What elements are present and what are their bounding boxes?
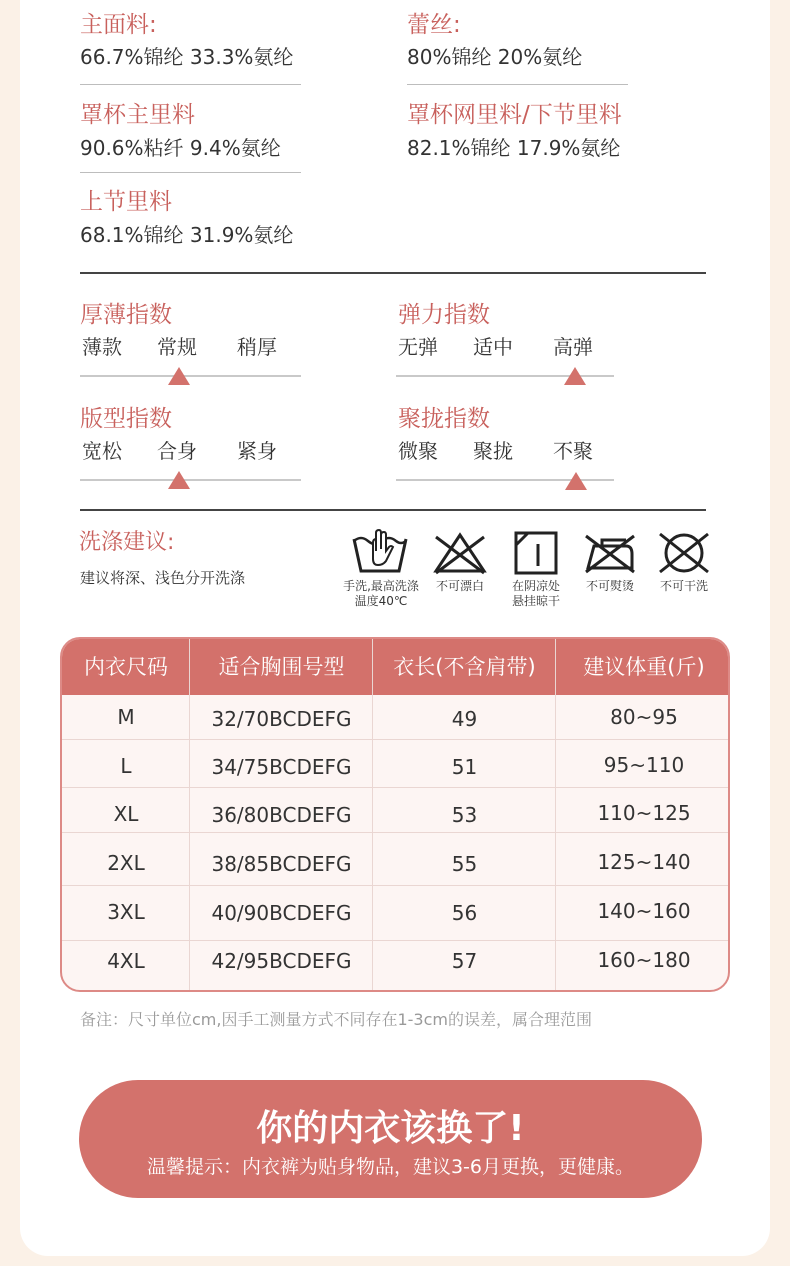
bust-cell: 34/75BCDEFG [211,755,352,779]
weight-cell: 160~180 [597,948,691,972]
length-cell: 49 [451,707,478,731]
size-cell: M [117,705,135,729]
banner-subtitle: 温馨提示：内衣裤为贴身物品，建议3-6月更换，更健康。 [146,1156,635,1178]
row-divider [62,832,728,833]
thickness-scale-line [80,375,301,377]
section-divider [80,272,706,274]
size-cell: 4XL [107,949,145,973]
care-label: 不可熨烫 [585,579,634,593]
table-header-cell: 适合胸围号型 [218,655,345,679]
cup-mesh-lining-value: 82.1%锦纶 17.9%氨纶 [407,136,621,160]
section-divider [80,509,706,511]
thickness-indicator-icon [168,367,190,385]
bust-cell: 40/90BCDEFG [211,901,352,925]
upper-lining-label: 上节里料 [80,189,172,215]
thickness-option: 稍厚 [237,335,277,359]
push-up-indicator-icon [565,472,587,490]
fit-option: 紧身 [237,439,277,463]
line-dry-shade-icon [513,530,559,576]
fit-scale-line [80,479,301,481]
cup-main-lining-value: 90.6%粘纤 9.4%氨纶 [80,136,281,160]
divider [407,84,628,85]
elasticity-option: 适中 [473,335,513,359]
bust-cell: 38/85BCDEFG [211,852,352,876]
thickness-index-title: 厚薄指数 [80,302,172,328]
size-cell: 3XL [107,900,145,924]
cup-mesh-lining-label: 罩杯网里料/下节里料 [407,102,622,128]
weight-cell: 95~110 [603,753,685,777]
upper-lining-value: 68.1%锦纶 31.9%氨纶 [80,223,294,247]
length-cell: 57 [451,949,478,973]
main-fabric-label: 主面料: [80,12,157,38]
care-label: 不可漂白 [435,579,484,593]
divider [80,172,301,173]
care-title: 洗涤建议: [79,530,175,555]
lace-value: 80%锦纶 20%氨纶 [407,45,583,69]
fit-indicator-icon [168,471,190,489]
row-divider [62,885,728,886]
thickness-option: 常规 [157,335,197,359]
care-label: 在阴凉处 悬挂晾干 [511,579,560,608]
cup-main-lining-label: 罩杯主里料 [80,102,195,128]
row-divider [62,739,728,740]
length-cell: 51 [451,755,478,779]
table-header-cell: 内衣尺码 [84,655,168,679]
bust-cell: 42/95BCDEFG [211,949,352,973]
table-header-cell: 建议体重(斤) [583,655,705,679]
reminder-banner [79,1080,702,1198]
care-advice: 建议将深、浅色分开洗涤 [80,569,246,587]
push-up-index-title: 聚拢指数 [398,406,490,432]
table-header-cell: 衣长(不含肩带) [393,655,536,679]
weight-cell: 125~140 [597,850,691,874]
banner-title: 你的内衣该换了! [256,1108,525,1149]
row-divider [62,787,728,788]
no-dry-clean-icon [656,531,712,575]
elasticity-indicator-icon [564,367,586,385]
fit-option: 合身 [157,439,197,463]
size-cell: 2XL [107,851,145,875]
measurement-note: 备注：尺寸单位cm,因手工测量方式不同存在1-3cm的误差，属合理范围 [80,1010,592,1029]
thickness-option: 薄款 [82,335,122,359]
weight-cell: 80~95 [610,705,678,729]
no-iron-icon [582,532,638,574]
fit-index-title: 版型指数 [80,406,172,432]
elasticity-option: 高弹 [553,335,593,359]
length-cell: 53 [451,803,478,827]
push-up-option: 聚拢 [473,439,513,463]
row-divider [62,940,728,941]
divider [80,84,301,85]
size-cell: L [120,754,132,778]
size-cell: XL [113,802,139,826]
bust-cell: 32/70BCDEFG [211,707,352,731]
care-label: 不可干洗 [659,579,708,593]
weight-cell: 140~160 [597,899,691,923]
weight-cell: 110~125 [597,801,691,825]
elasticity-option: 无弹 [398,335,438,359]
push-up-option: 微聚 [398,439,438,463]
main-fabric-value: 66.7%锦纶 33.3%氨纶 [80,45,294,69]
fit-option: 宽松 [82,439,122,463]
lace-label: 蕾丝: [407,12,461,38]
length-cell: 55 [451,852,478,876]
hand-wash-icon [351,527,409,575]
care-label: 手洗,最高洗涤 温度40℃ [343,579,419,608]
no-bleach-icon [432,531,488,575]
push-up-option: 不聚 [553,439,593,463]
length-cell: 56 [451,901,478,925]
elasticity-index-title: 弹力指数 [398,302,490,328]
size-table [60,637,730,992]
bust-cell: 36/80BCDEFG [211,803,352,827]
